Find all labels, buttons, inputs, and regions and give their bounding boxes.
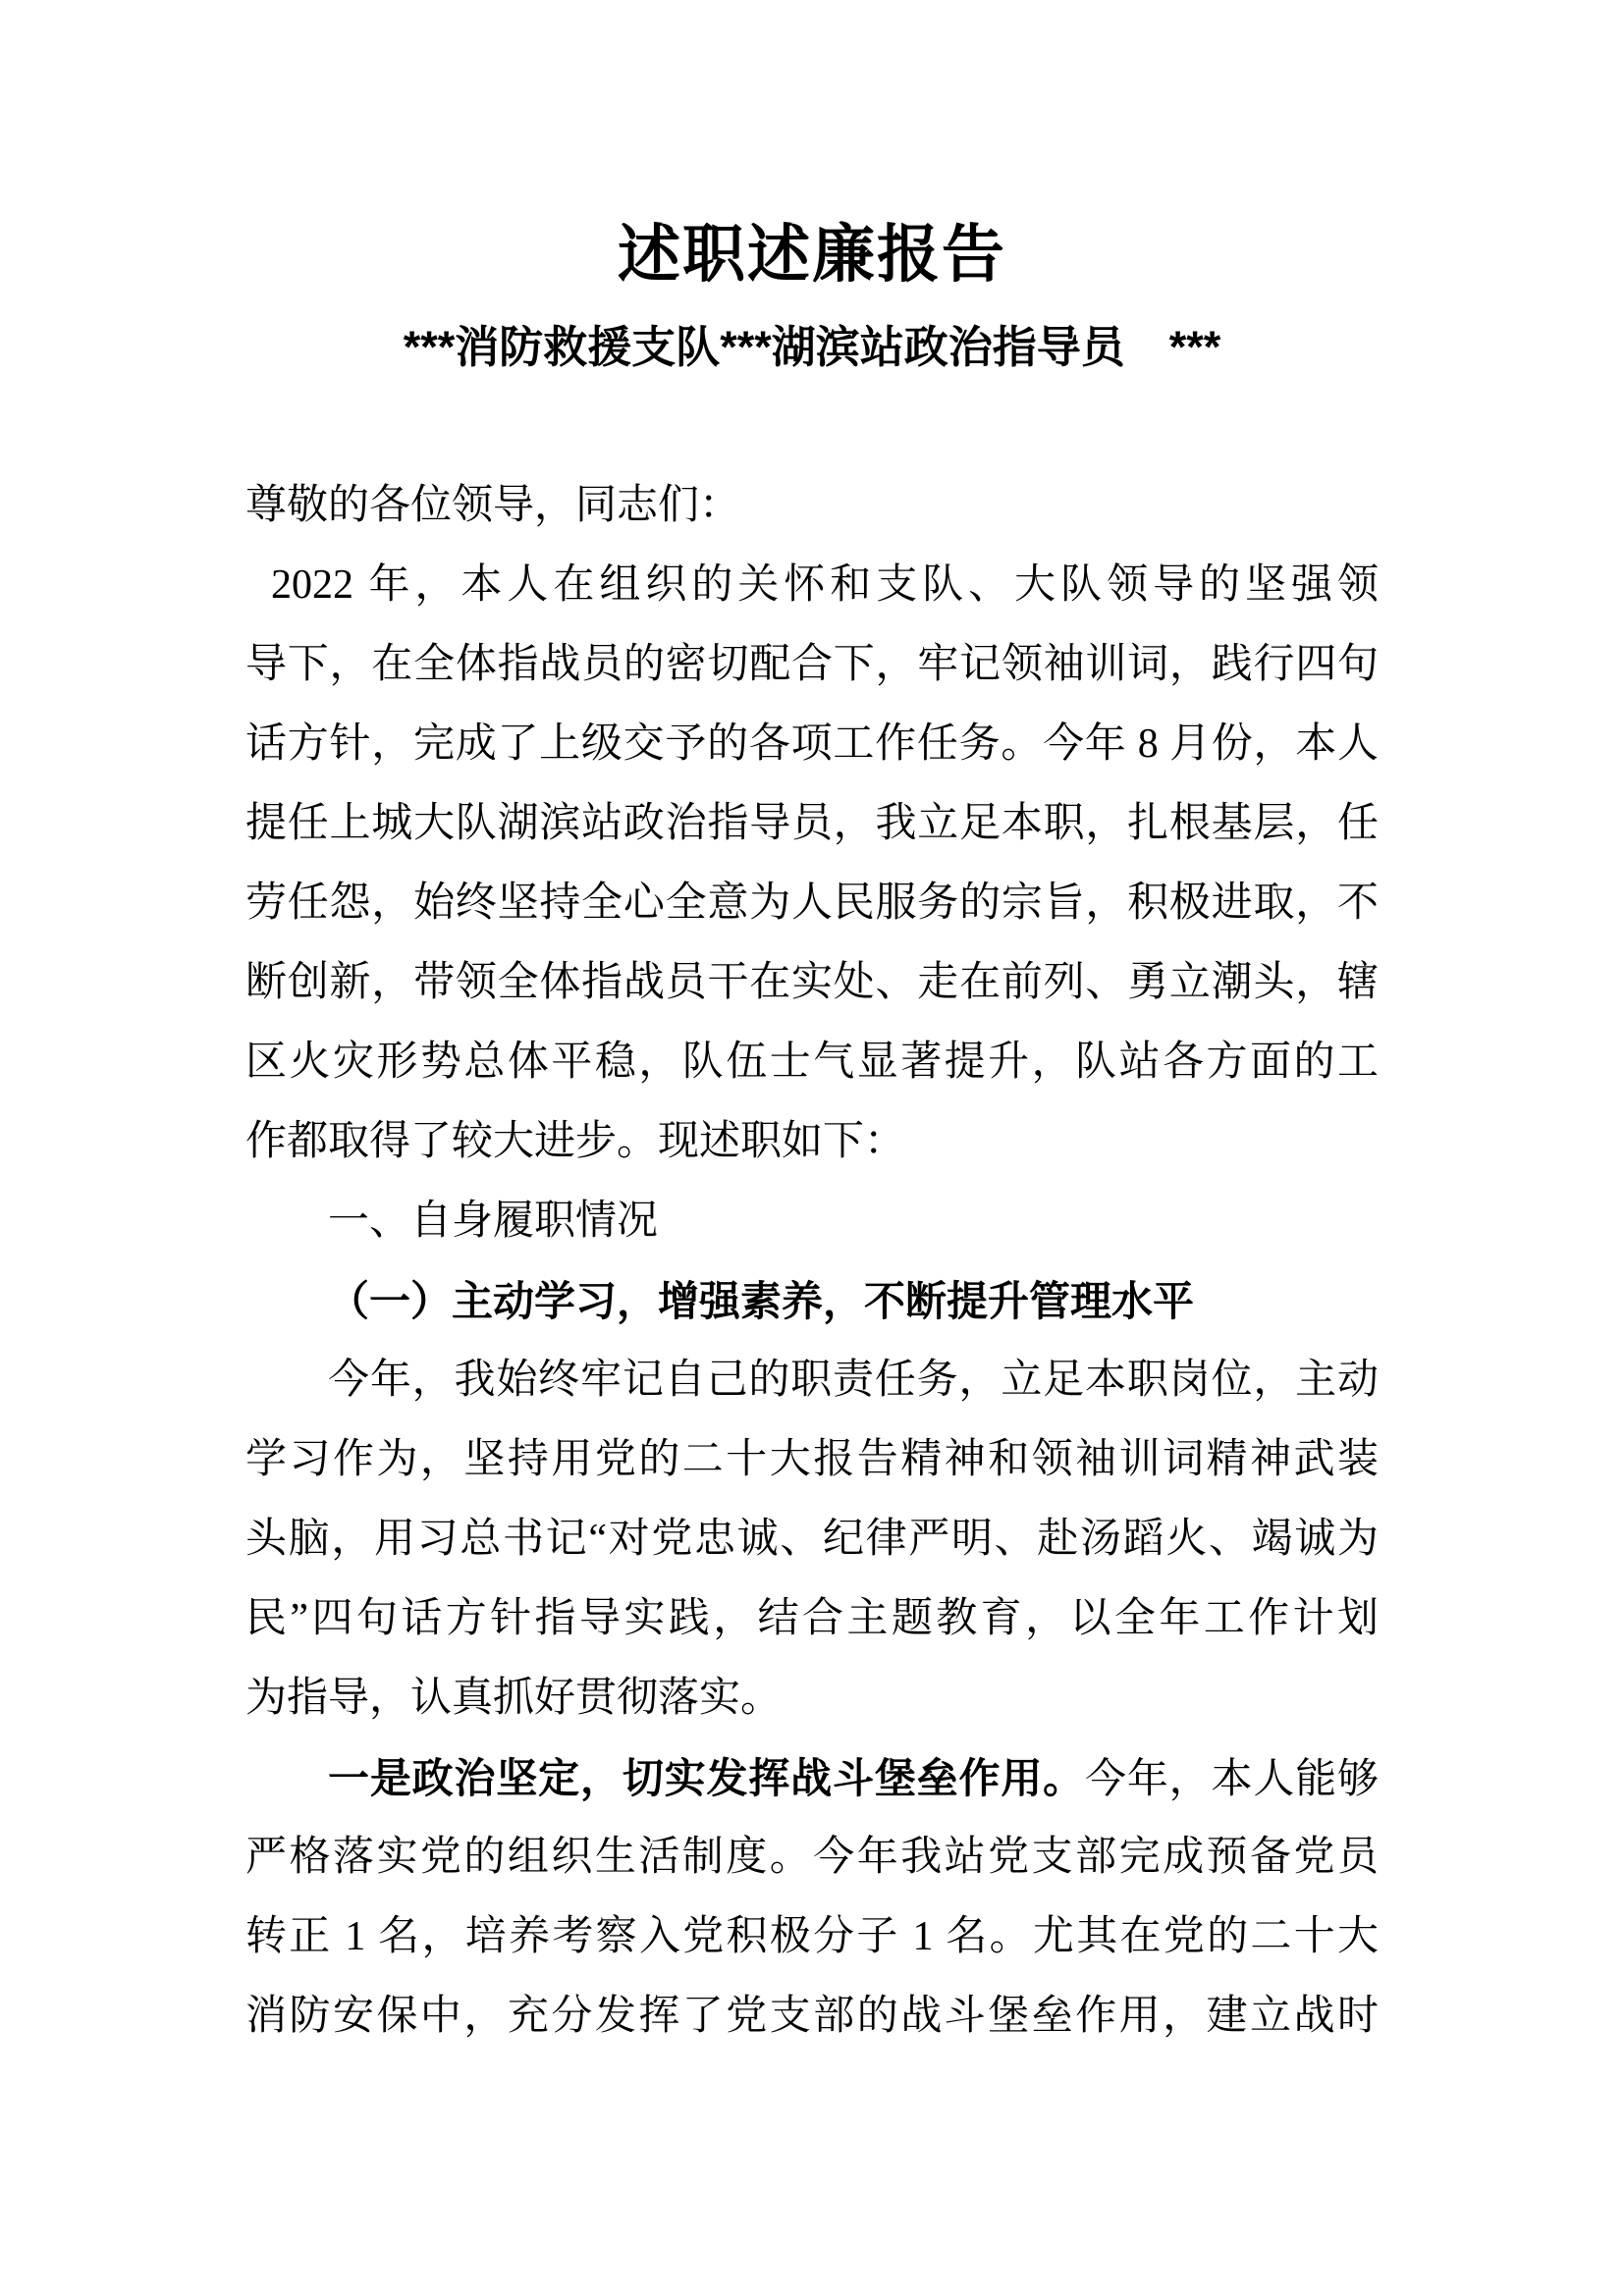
para-3-line-4 [245,1977,1379,2056]
text-run: 尊敬的各位领导，同志们： [245,483,741,528]
bold-text-run: （一）主动学习，增强素养，不断提升管理水平 [328,1278,1195,1324]
document-subtitle: ***消防救援支队***湖滨站政治指导员 *** [403,322,1221,372]
document-body [245,466,1379,2056]
text-run: 导下，在全体指战员的密切配合下，牢记领袖训词，践行四句 [245,642,1379,687]
para-1-line-6 [245,943,1379,1023]
para-2-line-3 [245,1500,1379,1579]
para-2-line-4 [245,1579,1379,1659]
sub-heading-1 [245,1261,1379,1341]
text-run: 断创新，带领全体指战员干在实处、走在前列、勇立潮头，辖 [245,960,1379,1005]
para-1-line-7 [245,1023,1379,1102]
para-2-line-2 [245,1420,1379,1500]
text-run: 劳任怨，始终坚持全心全意为人民服务的宗旨，积极进取，不 [245,881,1379,926]
text-run: 头脑，用习总书记“对党忠诚、纪律严明、赴汤蹈火、竭诚为 [245,1517,1379,1562]
text-run: 作都取得了较大进步。现述职如下： [245,1119,906,1164]
para-1-line-5 [245,864,1379,943]
text-run: 话方针，完成了上级交予的各项工作任务。今年 8 月份，本人 [245,721,1379,767]
para-2-line-1 [245,1341,1379,1420]
text-run: 今年，我始终牢记自己的职责任务，立足本职岗位，主动 [328,1358,1379,1403]
document-title: 述职述廉报告 [618,220,1006,290]
section-heading-1 [245,1182,1379,1261]
text-run: 一、自身履职情况 [328,1199,659,1244]
text-run: 转正 1 名，培养考察入党积极分子 1 名。尤其在党的二十大 [245,1914,1379,1959]
text-run: 2022 年，本人在组织的关怀和支队、大队领导的坚强领 [271,562,1379,608]
bold-text-run: 一是政治坚定，切实发挥战斗堡垒作用。 [328,1755,1085,1801]
para-1-line-8 [245,1102,1379,1182]
para-1-line-2 [245,625,1379,705]
para-2-line-5 [245,1659,1379,1738]
text-run: 消防安保中，充分发挥了党支部的战斗堡垒作用，建立战时 [245,1994,1379,2039]
para-1-line-4 [245,784,1379,864]
text-run: 区火灾形势总体平稳，队伍士气显著提升，队站各方面的工 [245,1040,1379,1085]
para-1-line-3 [245,705,1379,784]
text-run: 学习作为，坚持用党的二十大报告精神和领袖训词精神武装 [245,1437,1379,1482]
text-run: 提任上城大队湖滨站政治指导员，我立足本职，扎根基层，任 [245,801,1379,846]
para-1-line-1 [245,546,1379,625]
para-3-line-2 [245,1818,1379,1897]
text-run: 今年，本人能够 [1084,1757,1379,1802]
text-run: 严格落实党的组织生活制度。今年我站党支部完成预备党员 [245,1835,1379,1880]
text-run: 民”四句话方针指导实践，结合主题教育，以全年工作计划 [245,1596,1379,1641]
para-3-line-3 [245,1897,1379,1977]
para-3-line-1 [245,1738,1379,1818]
text-run: 为指导，认真抓好贯彻落实。 [245,1676,783,1721]
salutation-line [245,466,1379,546]
